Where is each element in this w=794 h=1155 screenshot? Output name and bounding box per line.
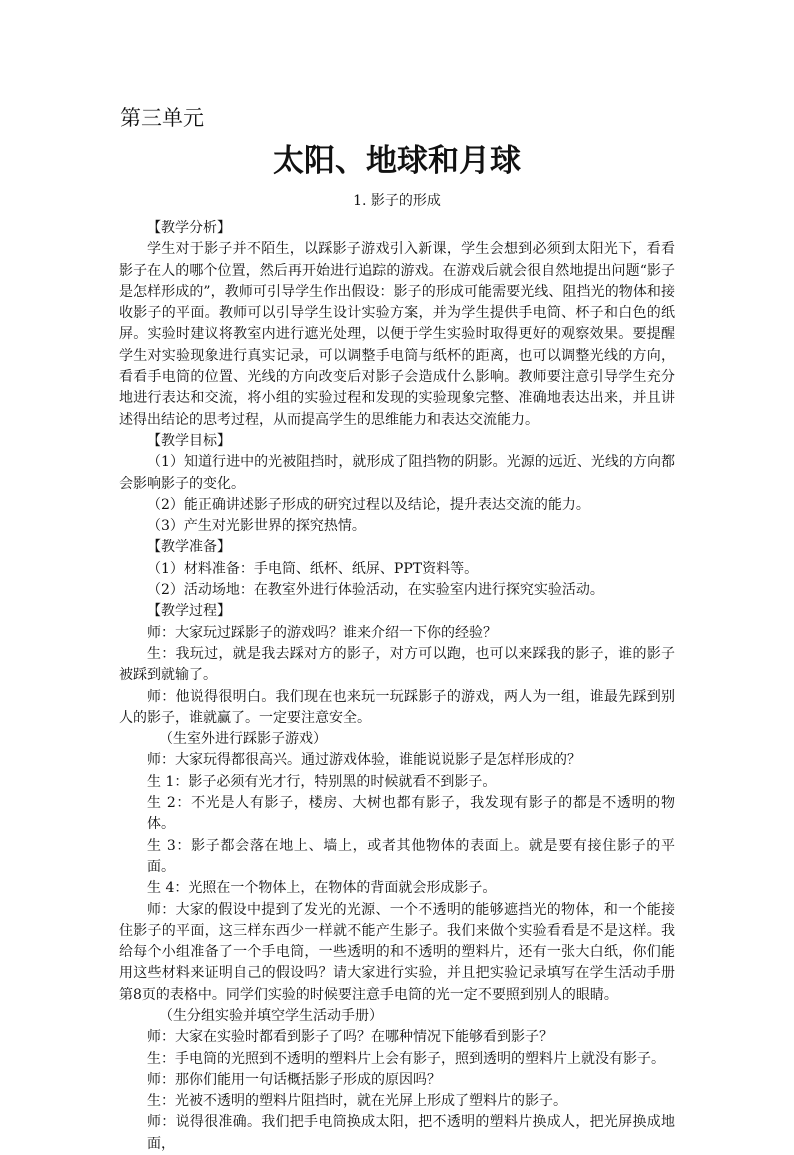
- goal-item: （2）能正确讲述影子形成的研究过程以及结论，提升表达交流的能力。: [147, 496, 590, 513]
- dialogue-line: 师：大家在实验时都看到影子了吗？在哪种情况下能够看到影子？: [147, 1029, 553, 1046]
- preparation-item: （2）活动场地：在教室外进行体验活动，在实验室内进行探究实验活动。: [147, 582, 604, 599]
- lesson-title: 1. 影子的形成: [353, 193, 441, 209]
- unit-label: 第三单元: [120, 106, 204, 130]
- stage-note: （生分组实验并填空学生活动手册）: [159, 1007, 383, 1024]
- dialogue-line: 师：那你们能用一句话概括影子形成的原因吗？: [147, 1071, 441, 1088]
- dialogue-line: 生：光被不透明的塑料片阻挡时，就在光屏上形成了塑料片的影子。: [147, 1093, 567, 1110]
- dialogue-line: 师：大家玩得都很高兴。通过游戏体验，谁能说说影子是怎样形成的？: [147, 752, 581, 769]
- dialogue-line: 生 3：影子都会落在地上、墙上，或者其他物体的表面上。就是要有接住影子的平面。: [147, 837, 675, 875]
- goal-item: （3）产生对光影世界的探究热情。: [147, 518, 366, 535]
- section-heading-goals: 【教学目标】: [147, 432, 231, 449]
- dialogue-line: 生 2：不光是人有影子，楼房、大树也都有影子，我发现有影子的都是不透明的物体。: [147, 795, 675, 833]
- dialogue-line: 师：他说得很明白。我们现在也来玩一玩踩影子的游戏，两人为一组，谁最先踩到别人的影子，谁就赢了。一定要注意安全。: [119, 688, 675, 726]
- section-heading-process: 【教学过程】: [147, 603, 231, 620]
- section-heading-preparation: 【教学准备】: [147, 539, 231, 556]
- page-title: 太阳、地球和月球: [273, 143, 521, 179]
- analysis-paragraph: 学生对于影子并不陌生，以踩影子游戏引入新课，学生会想到必须到太阳光下，看看影子在人的哪个位置，然后再开始进行追踪的游戏。在游戏后就会很自然地提出问题“影子是怎样形成的”，教师可引导学生作出假设：影子的形成可能需要光线、阻挡光的物体和接收影子的平面。教师可以引导学生设计实验方案，并为学生提供手电筒、杯子和白色的纸屏。实验时建议将教室内进行遮光处理，以便于学生实验时取得更好的观察效果。要提醒学生对实验现象进行真实记录，可以调整手电筒与纸杯的距离，也可以调整光线的方向，看看手电筒的位置、光线的方向改变后对影子会造成什么影响。教师要注意引导学生充分地进行表达和交流，将小组的实验过程和发现的实验现象完整、准确地表达出来，并且讲述得出结论的思考过程，从而提高学生的思维能力和表达交流能力。: [119, 241, 675, 428]
- preparation-item: （1）材料准备：手电筒、纸杯、纸屏、PPT资料等。: [147, 560, 479, 577]
- dialogue-line: 师：大家玩过踩影子的游戏吗？谁来介绍一下你的经验？: [147, 624, 497, 641]
- section-heading-analysis: 【教学分析】: [147, 220, 231, 236]
- dialogue-line: 生：我玩过，就是我去踩对方的影子，对方可以跑，也可以来踩我的影子，谁的影子被踩到就输了。: [119, 645, 675, 684]
- dialogue-line: 生：手电筒的光照到不透明的塑料片上会有影子，照到透明的塑料片上就没有影子。: [147, 1050, 665, 1067]
- document-body: [119, 218, 675, 1155]
- dialogue-line: 师：大家的假设中提到了发光的光源、一个不透明的能够遮挡光的物体，和一个能接住影子的平面，这三样东西少一样就不能产生影子。我们来做个实验看看是不是这样。我给每个小组准备了一个手电筒，一些透明的和不透明的塑料片，还有一张大白纸，你们能用这些材料来证明自己的假设吗？请大家进行实验，并且把实验记录填写在学生活动手册第8页的表格中。同学们实验的时候要注意手电筒的光一定不要照到别人的眼睛。: [119, 901, 675, 1003]
- dialogue-line: 生 1：影子必须有光才行，特别黑的时候就看不到影子。: [147, 773, 497, 790]
- dialogue-line: 生 4：光照在一个物体上，在物体的背面就会形成影子。: [147, 880, 497, 897]
- dialogue-line: 师：说得很准确。我们把手电筒换成太阳，把不透明的塑料片换成人，把光屏换成地面，: [147, 1114, 675, 1152]
- goal-item: （1）知道行进中的光被阻挡时，就形成了阻挡物的阴影。光源的远近、光线的方向都会影响影子的变化。: [119, 454, 675, 492]
- stage-note: （生室外进行踩影子游戏）: [159, 731, 327, 748]
